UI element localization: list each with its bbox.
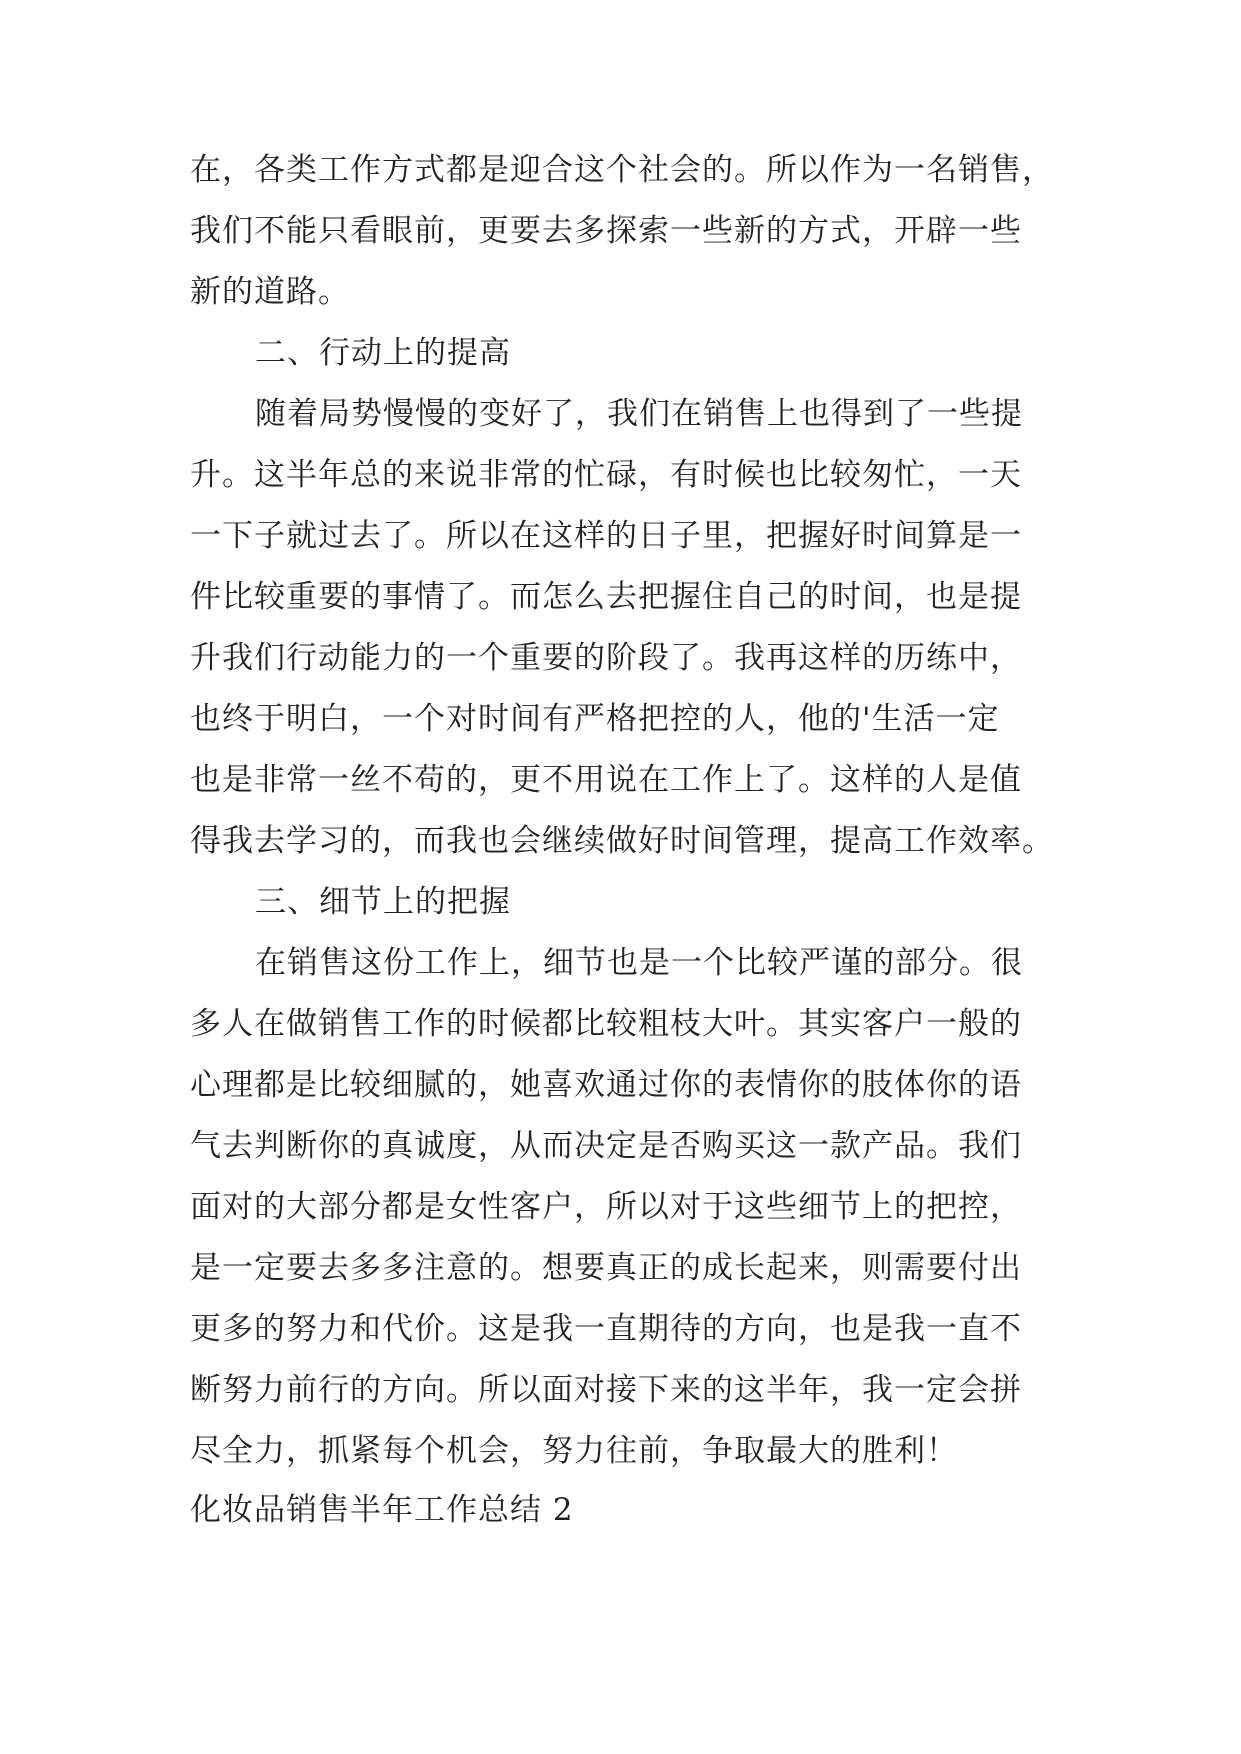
paragraph-line: 新的道路。 [190, 274, 350, 310]
paragraph-line: 是一定要去多多注意的。想要真正的成长起来，则需要付出 [190, 1250, 1022, 1286]
paragraph-line: 升我们行动能力的一个重要的阶段了。我再这样的历练中， [190, 640, 1022, 676]
paragraph-line: 断努力前行的方向。所以面对接下来的这半年，我一定会拼 [190, 1372, 1022, 1408]
section-heading-detail: 三、细节上的把握 [255, 884, 511, 920]
paragraph-line: 面对的大部分都是女性客户，所以对于这些细节上的把控， [190, 1189, 1022, 1225]
paragraph-line: 我们不能只看眼前，更要去多探索一些新的方式，开辟一些 [190, 213, 1022, 249]
paragraph-line: 尽全力，抓紧每个机会，努力往前，争取最大的胜利！ [190, 1433, 958, 1469]
paragraph-line: 在销售这份工作上，细节也是一个比较严谨的部分。很 [255, 945, 1023, 981]
paragraph-line: 一下子就过去了。所以在这样的日子里，把握好时间算是一 [190, 518, 1022, 554]
paragraph-line: 多人在做销售工作的时候都比较粗枝大叶。其实客户一般的 [190, 1006, 1022, 1042]
paragraph-line: 升。这半年总的来说非常的忙碌，有时候也比较匆忙，一天 [190, 457, 1022, 493]
section-heading-action: 二、行动上的提高 [255, 335, 511, 371]
paragraph-line: 件比较重要的事情了。而怎么去把握住自己的时间，也是提 [190, 579, 1022, 615]
paragraph-line: 得我去学习的，而我也会继续做好时间管理，提高工作效率。 [190, 823, 1054, 859]
body-text [190, 140, 1070, 1482]
paragraph-line: 气去判断你的真诚度，从而决定是否购买这一款产品。我们 [190, 1128, 1022, 1164]
paragraph-line: 心理都是比较细腻的，她喜欢通过你的表情你的肢体你的语 [190, 1067, 1022, 1103]
paragraph-line: 也是非常一丝不苟的，更不用说在工作上了。这样的人是值 [190, 762, 1022, 798]
next-document-title: 化妆品销售半年工作总结 2 [190, 1492, 574, 1528]
paragraph-line: 随着局势慢慢的变好了，我们在销售上也得到了一些提 [255, 396, 1023, 432]
paragraph-line: 也终于明白，一个对时间有严格把控的人，他的'生活一定 [190, 701, 1000, 737]
paragraph-line: 更多的努力和代价。这是我一直期待的方向，也是我一直不 [190, 1311, 1022, 1347]
paragraph-line: 在，各类工作方式都是迎合这个社会的。所以作为一名销售， [190, 152, 1054, 188]
